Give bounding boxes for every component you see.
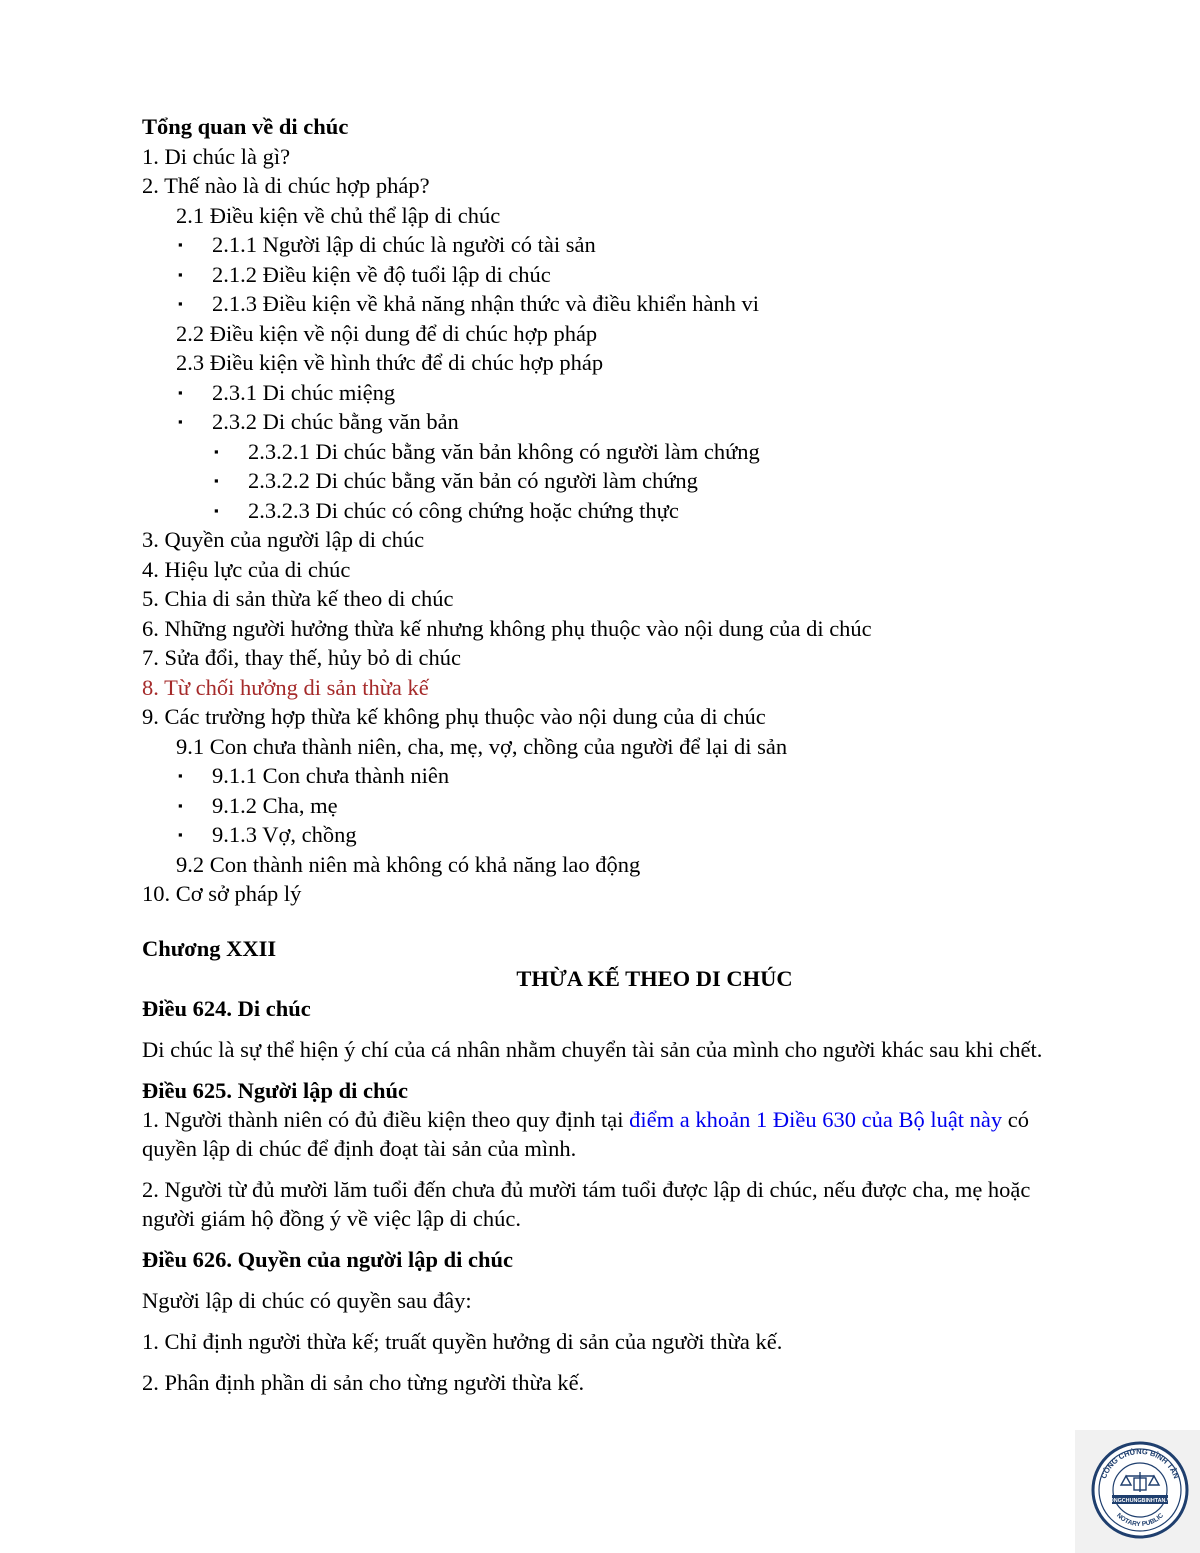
toc-item-label: 2.3.2.1 Di chúc bằng văn bản không có người làm chứng — [248, 438, 760, 464]
bullet-icon: ▪ — [178, 384, 183, 400]
toc-item-label: 5. Chia di sản thừa kế theo di chúc — [142, 586, 454, 611]
bullet-icon: ▪ — [178, 827, 183, 842]
toc-item-label: 9.1.2 Cha, mẹ — [212, 792, 338, 818]
article-624-body: Di chúc là sự thể hiện ý chí của cá nhân nhằm chuyển tài sản của mình cho người khác sau khi chết. — [142, 1036, 1043, 1062]
toc-item-label: 9.2 Con thành niên mà không có khả năng lao động — [176, 851, 641, 877]
bullet-icon: ▪ — [214, 443, 219, 459]
article-625-clause-1 — [142, 1105, 1082, 1163]
bullet-icon: ▪ — [178, 237, 183, 252]
toc-item-label: 2.3.1 Di chúc miệng — [212, 379, 396, 405]
toc-item-label: 2.1.2 Điều kiện về độ tuổi lập di chúc — [212, 261, 551, 287]
toc-item[interactable] — [142, 319, 1082, 349]
toc-item[interactable] — [142, 201, 1082, 231]
toc-item-label: 1. Di chúc là gì? — [142, 143, 291, 169]
toc-item-label: 7. Sửa đổi, thay thế, hủy bỏ di chúc — [142, 645, 462, 670]
toc-item[interactable] — [142, 437, 1082, 467]
toc-item[interactable] — [142, 850, 1082, 880]
toc-item-label: 2.3 Điều kiện về hình thức để di chúc hợp pháp — [176, 350, 604, 375]
article-630-link[interactable]: điểm a khoản 1 Điều 630 của Bộ luật này — [629, 1106, 1003, 1132]
toc-item[interactable] — [142, 791, 1082, 821]
document-page — [142, 112, 1082, 1397]
toc-item-label: 2.3.2 Di chúc bằng văn bản — [212, 409, 459, 434]
toc-item-label: 2.3.2.2 Di chúc bằng văn bản có người làm chứng — [248, 468, 698, 493]
toc-item[interactable] — [142, 348, 1082, 378]
seal-graphic — [1090, 1440, 1190, 1540]
toc-item-label: 2. Thế nào là di chúc hợp pháp? — [142, 173, 430, 198]
toc-item[interactable] — [142, 643, 1082, 673]
toc-item-label: 10. Cơ sở pháp lý — [142, 881, 302, 906]
article-626-clause-2: 2. Phân định phần di sản cho từng người thừa kế. — [142, 1369, 585, 1395]
article-625-title: Điều 625. Người lập di chúc — [142, 1077, 408, 1103]
chapter-label: Chương XXII — [142, 935, 277, 961]
toc-item[interactable] — [142, 496, 1082, 526]
toc-item[interactable] — [142, 761, 1082, 791]
toc-item[interactable] — [142, 466, 1082, 496]
article-625-clause-2: 2. Người từ đủ mười lăm tuổi đến chưa đủ mười tám tuổi được lập di chúc, nếu được cha, mẹ hoặc người giám hộ đồng ý về việc lập di chúc. — [142, 1176, 1031, 1231]
toc-item[interactable] — [142, 614, 1082, 644]
seal-top-text: CÔNG CHỨNG BÌNH TÂN — [1099, 1446, 1181, 1480]
notary-seal-icon — [1075, 1430, 1200, 1553]
bullet-icon: ▪ — [178, 797, 183, 813]
toc-item-label: 2.1.3 Điều kiện về khả năng nhận thức và điều khiển hành vi — [212, 291, 760, 316]
chapter-title: THỪA KẾ THEO DI CHÚC — [516, 965, 793, 991]
toc-item[interactable] — [142, 879, 1082, 909]
article-624-title: Điều 624. Di chúc — [142, 995, 311, 1021]
toc-item[interactable] — [142, 525, 1082, 555]
clause-text: 1. Người thành niên có đủ điều kiện theo quy định tại — [142, 1106, 630, 1132]
toc-item-label: 8. Từ chối hưởng di sản thừa kế — [142, 674, 429, 700]
bullet-icon: ▪ — [178, 414, 183, 429]
toc-item-label: 2.1.1 Người lập di chúc là người có tài sản — [212, 232, 596, 257]
toc-item[interactable] — [142, 584, 1082, 614]
article-626-intro: Người lập di chúc có quyền sau đây: — [142, 1287, 472, 1313]
article-626-title: Điều 626. Quyền của người lập di chúc — [142, 1246, 514, 1272]
table-of-contents — [142, 142, 1082, 909]
toc-item-label: 2.3.2.3 Di chúc có công chứng hoặc chứng thực — [248, 497, 679, 523]
toc-item-label: 3. Quyền của người lập di chúc — [142, 527, 425, 552]
toc-item[interactable] — [142, 289, 1082, 319]
toc-item-label: 2.2 Điều kiện về nội dung để di chúc hợp pháp — [176, 320, 598, 346]
toc-item[interactable] — [142, 702, 1082, 732]
toc-item-label: 9.1.3 Vợ, chồng — [212, 822, 357, 847]
toc-item[interactable] — [142, 171, 1082, 201]
bullet-icon: ▪ — [214, 473, 219, 488]
toc-item[interactable] — [142, 378, 1082, 408]
toc-title: Tổng quan về di chúc — [142, 114, 349, 139]
toc-item-label: 2.1 Điều kiện về chủ thể lập di chúc — [176, 202, 501, 228]
toc-item[interactable] — [142, 820, 1082, 850]
toc-item[interactable] — [142, 230, 1082, 260]
bullet-icon: ▪ — [178, 768, 183, 783]
clause-text: có quyền lập di chúc để định đoạt tài sản của mình. — [142, 1106, 1030, 1161]
toc-item[interactable] — [142, 260, 1082, 290]
toc-item-label: 9.1.1 Con chưa thành niên — [212, 763, 450, 788]
article-626-clause-1: 1. Chỉ định người thừa kế; truất quyền hưởng di sản của người thừa kế. — [142, 1328, 783, 1354]
toc-item[interactable] — [142, 142, 1082, 172]
bullet-icon: ▪ — [214, 502, 219, 518]
toc-item[interactable] — [142, 673, 1082, 703]
bullet-icon: ▪ — [178, 266, 183, 282]
toc-item[interactable] — [142, 555, 1082, 585]
toc-item[interactable] — [142, 407, 1082, 437]
bullet-icon: ▪ — [178, 296, 183, 311]
toc-item-label: 6. Những người hưởng thừa kế nhưng không phụ thuộc vào nội dung của di chúc — [142, 615, 872, 641]
toc-item-label: 4. Hiệu lực của di chúc — [142, 556, 351, 582]
toc-item[interactable] — [142, 732, 1082, 762]
toc-item-label: 9. Các trường hợp thừa kế không phụ thuộc vào nội dung của di chúc — [142, 704, 766, 729]
seal-center-text: CONGCHUNGBINHTAN.VN — [1105, 1498, 1175, 1504]
seal-bottom-text: NOTARY PUBLIC — [1115, 1512, 1165, 1529]
toc-item-label: 9.1 Con chưa thành niên, cha, mẹ, vợ, chồng của người để lại di sản — [176, 733, 788, 759]
